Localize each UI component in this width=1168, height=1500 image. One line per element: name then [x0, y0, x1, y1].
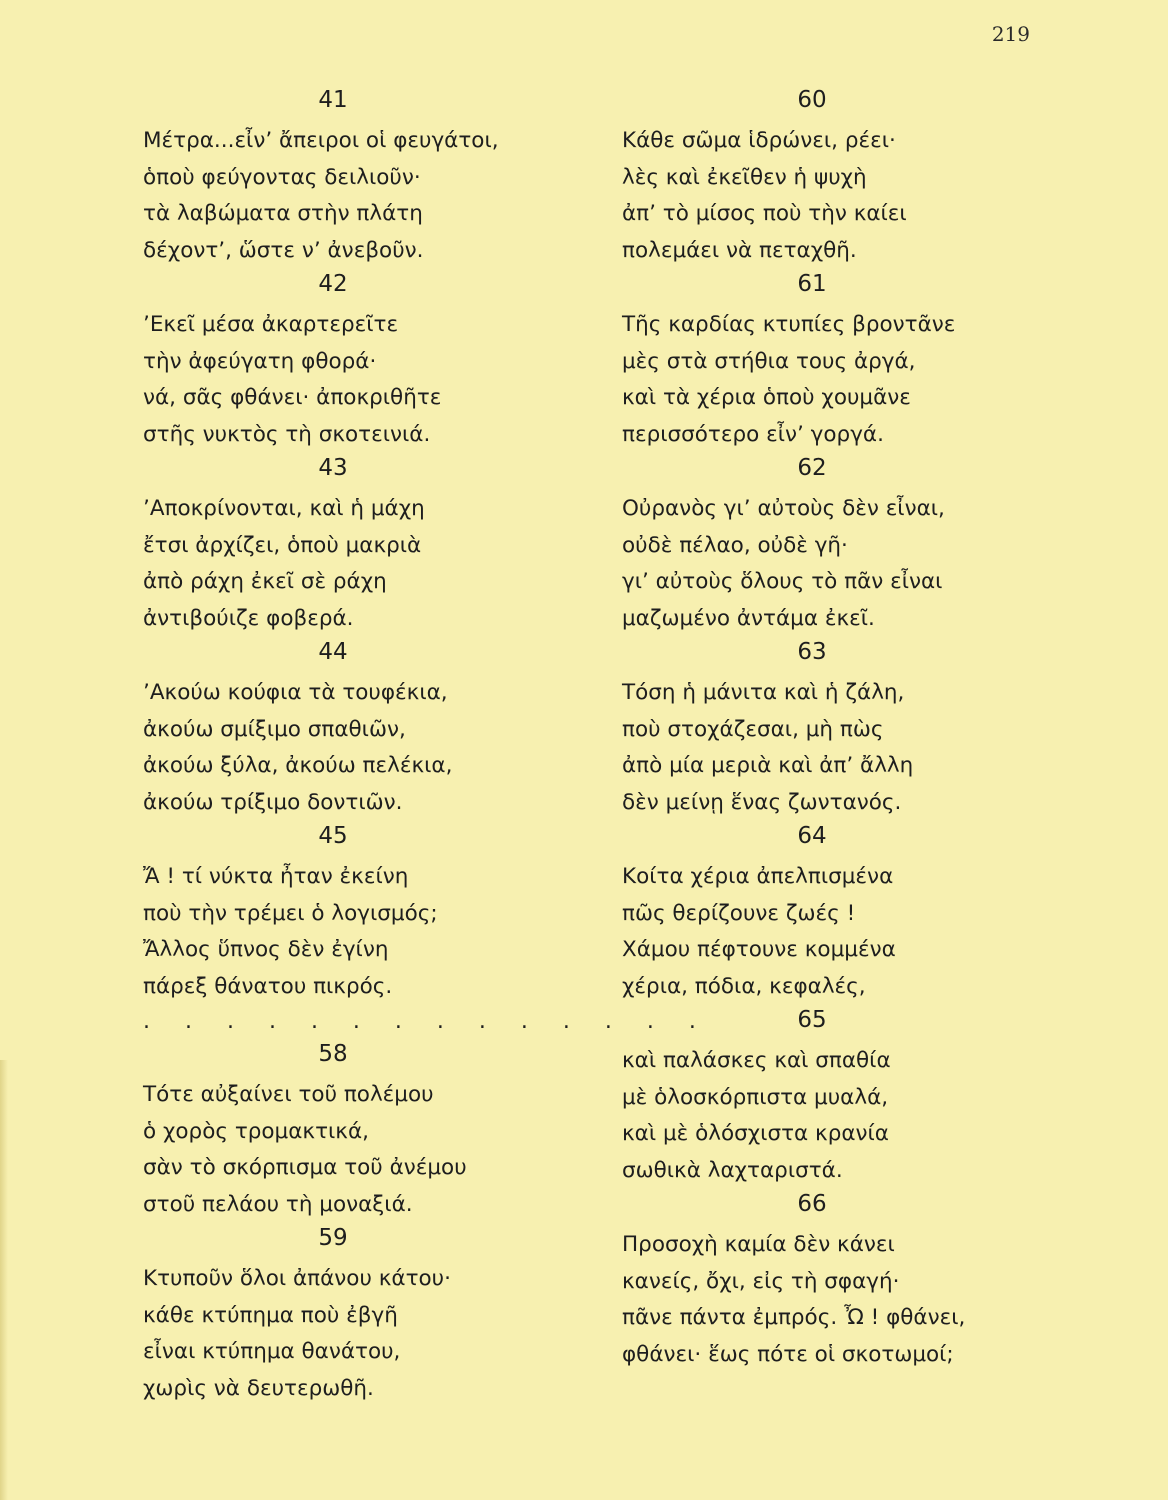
verse-line: κανείς, ὄχι, εἰς τὴ σφαγή·: [622, 1268, 900, 1294]
verse-line: ἀντιβούιζε φοβερά.: [143, 605, 354, 631]
stanza-number: 61: [797, 271, 827, 297]
stanza: [143, 1039, 573, 1223]
verse-line: μὲ ὁλοσκόρπιστα μυαλά,: [622, 1084, 889, 1110]
verse-line: ποὺ στοχάζεσαι, μὴ πὼς: [622, 716, 884, 742]
verse-line: ἀπὸ μία μεριὰ καὶ ἀπ’ ἄλλη: [622, 753, 914, 778]
stanza: [622, 269, 1052, 453]
verse-line: οὐδὲ πέλαο, οὐδὲ γῆ·: [622, 532, 848, 558]
verse-line: στῆς νυκτὸς τὴ σκοτεινιά.: [143, 421, 431, 447]
verse-line: ὁ χορὸς τρομακτικά,: [143, 1118, 369, 1144]
stanza: [143, 821, 573, 1005]
stanza: [143, 453, 573, 637]
stanza-number: 64: [797, 823, 827, 849]
stanza: [622, 1189, 1052, 1373]
verse-line: ἀπὸ ράχη ἐκεῖ σὲ ράχη: [143, 569, 387, 594]
verse-line: Οὐρανὸς γι’ αὐτοὺς δὲν εἶναι,: [622, 496, 945, 521]
verse-line: φθάνει· ἕως πότε οἱ σκοτωμοί;: [622, 1341, 954, 1367]
stanza-number: 45: [318, 823, 348, 849]
page-number: 219: [991, 22, 1030, 46]
stanza-number: 62: [797, 455, 827, 481]
stanza-number: 41: [318, 87, 348, 113]
verse-line: ’Αποκρίνονται, καὶ ἡ μάχη: [143, 496, 425, 521]
verse-line: δέχοντ’, ὥστε ν’ ἀνεβοῦν.: [143, 237, 424, 263]
stanza: [143, 85, 573, 269]
verse-line: πολεμάει νὰ πεταχθῆ.: [622, 237, 857, 263]
right-column: [622, 85, 1052, 1373]
verse-line: Μέτρα...εἶν’ ἄπειροι οἱ φευγάτοι,: [143, 128, 499, 153]
stanza: [622, 85, 1052, 269]
stanza-number: 42: [318, 271, 348, 297]
stanza-number: 44: [318, 639, 348, 665]
stanza-number: 43: [318, 455, 348, 481]
verse-line: εἶναι κτύπημα θανάτου,: [143, 1339, 401, 1364]
verse-line: τὴν ἀφεύγατη φθορά·: [143, 348, 377, 374]
verse-line: κάθε κτύπημα ποὺ ἐβγῆ: [143, 1302, 398, 1328]
left-column: [143, 85, 710, 1407]
stanza-number: 63: [797, 639, 827, 665]
verse-line: στοῦ πελάου τὴ μοναξιά.: [143, 1191, 413, 1217]
stanza: [622, 637, 1052, 821]
stanza-number: 60: [797, 87, 827, 113]
stanza: [622, 1005, 1052, 1189]
verse-line: μαζωμένο ἀντάμα ἐκεῖ.: [622, 605, 875, 631]
verse-line: πάρεξ θάνατου πικρός.: [143, 973, 393, 999]
verse-line: νά, σᾶς φθάνει· ἀποκριθῆτε: [143, 385, 442, 410]
omission-dots: . . . . . . . . . . . . . .: [143, 1009, 710, 1034]
verse-line: μὲς στὰ στήθια τους ἀργά,: [622, 348, 916, 374]
verse-line: Κτυποῦν ὅλοι ἀπάνου κάτου·: [143, 1266, 451, 1291]
verse-line: Ἄ ! τί νύκτα ἦταν ἐκείνη: [143, 864, 409, 889]
stanza-number: 58: [318, 1041, 348, 1067]
verse-line: ἀπ’ τὸ μίσος ποὺ τὴν καίει: [622, 201, 907, 226]
verse-line: δὲν μείνῃ ἕνας ζωντανός.: [622, 789, 902, 815]
verse-line: καὶ παλάσκες καὶ σπαθία: [622, 1048, 891, 1073]
verse-line: πᾶνε πάντα ἐμπρός. Ὦ ! φθάνει,: [622, 1305, 966, 1330]
stanza: [143, 637, 573, 821]
verse-line: ὁποὺ φεύγοντας δειλιοῦν·: [143, 164, 421, 190]
stanza: [143, 269, 573, 453]
verse-line: γι’ αὐτοὺς ὅλους τὸ πᾶν εἶναι: [622, 569, 943, 594]
stanza: [622, 821, 1052, 1005]
verse-line: τὰ λαβώματα στὴν πλάτη: [143, 201, 423, 226]
stanza: [143, 1223, 573, 1407]
verse-line: σωθικὰ λαχταριστά.: [622, 1157, 843, 1183]
verse-line: ’Ακούω κούφια τὰ τουφέκια,: [143, 680, 448, 705]
verse-line: Κοίτα χέρια ἀπελπισμένα: [622, 864, 894, 889]
verse-line: καὶ τὰ χέρια ὁποὺ χουμᾶνε: [622, 385, 911, 410]
verse-line: Κάθε σῶμα ἱδρώνει, ρέει·: [622, 128, 896, 153]
verse-line: Χάμου πέφτουνε κομμένα: [622, 937, 896, 962]
verse-line: ἀκούω τρίξιμο δοντιῶν.: [143, 789, 403, 815]
verse-line: σὰν τὸ σκόρπισμα τοῦ ἀνέμου: [143, 1155, 467, 1180]
verse-line: ’Εκεῖ μέσα ἀκαρτερεῖτε: [143, 312, 399, 337]
page-edge-shadow: [0, 1060, 8, 1500]
verse-line: Τόση ἡ μάνιτα καὶ ἡ ζάλη,: [622, 680, 905, 705]
stanza-number: 66: [797, 1191, 827, 1217]
verse-line: Τότε αὐξαίνει τοῦ πολέμου: [143, 1082, 434, 1107]
verse-line: ἀκούω σμίξιμο σπαθιῶν,: [143, 716, 406, 742]
verse-line: πῶς θερίζουνε ζωές !: [622, 900, 856, 926]
stanza-number: 65: [797, 1007, 827, 1033]
verse-line: Ἄλλος ὕπνος δὲν ἐγίνη: [143, 937, 389, 962]
verse-line: χέρια, πόδια, κεφαλές,: [622, 973, 866, 999]
stanza: [622, 453, 1052, 637]
verse-line: χωρὶς νὰ δευτερωθῆ.: [143, 1375, 374, 1401]
verse-line: καὶ μὲ ὁλόσχιστα κρανία: [622, 1121, 889, 1146]
verse-line: ποὺ τὴν τρέμει ὁ λογισμός;: [143, 900, 438, 926]
verse-line: λὲς καὶ ἐκεῖθεν ἡ ψυχὴ: [622, 164, 867, 190]
stanza-number: 59: [318, 1225, 348, 1251]
verse-line: ἔτσι ἀρχίζει, ὁποὺ μακριὰ: [143, 532, 422, 558]
verse-line: περισσότερο εἶν’ γοργά.: [622, 421, 884, 447]
verse-line: Προσοχὴ καμία δὲν κάνει: [622, 1232, 895, 1257]
verse-line: ἀκούω ξύλα, ἀκούω πελέκια,: [143, 753, 453, 778]
verse-line: Τῆς καρδίας κτυπίες βροντᾶνε: [622, 312, 956, 337]
